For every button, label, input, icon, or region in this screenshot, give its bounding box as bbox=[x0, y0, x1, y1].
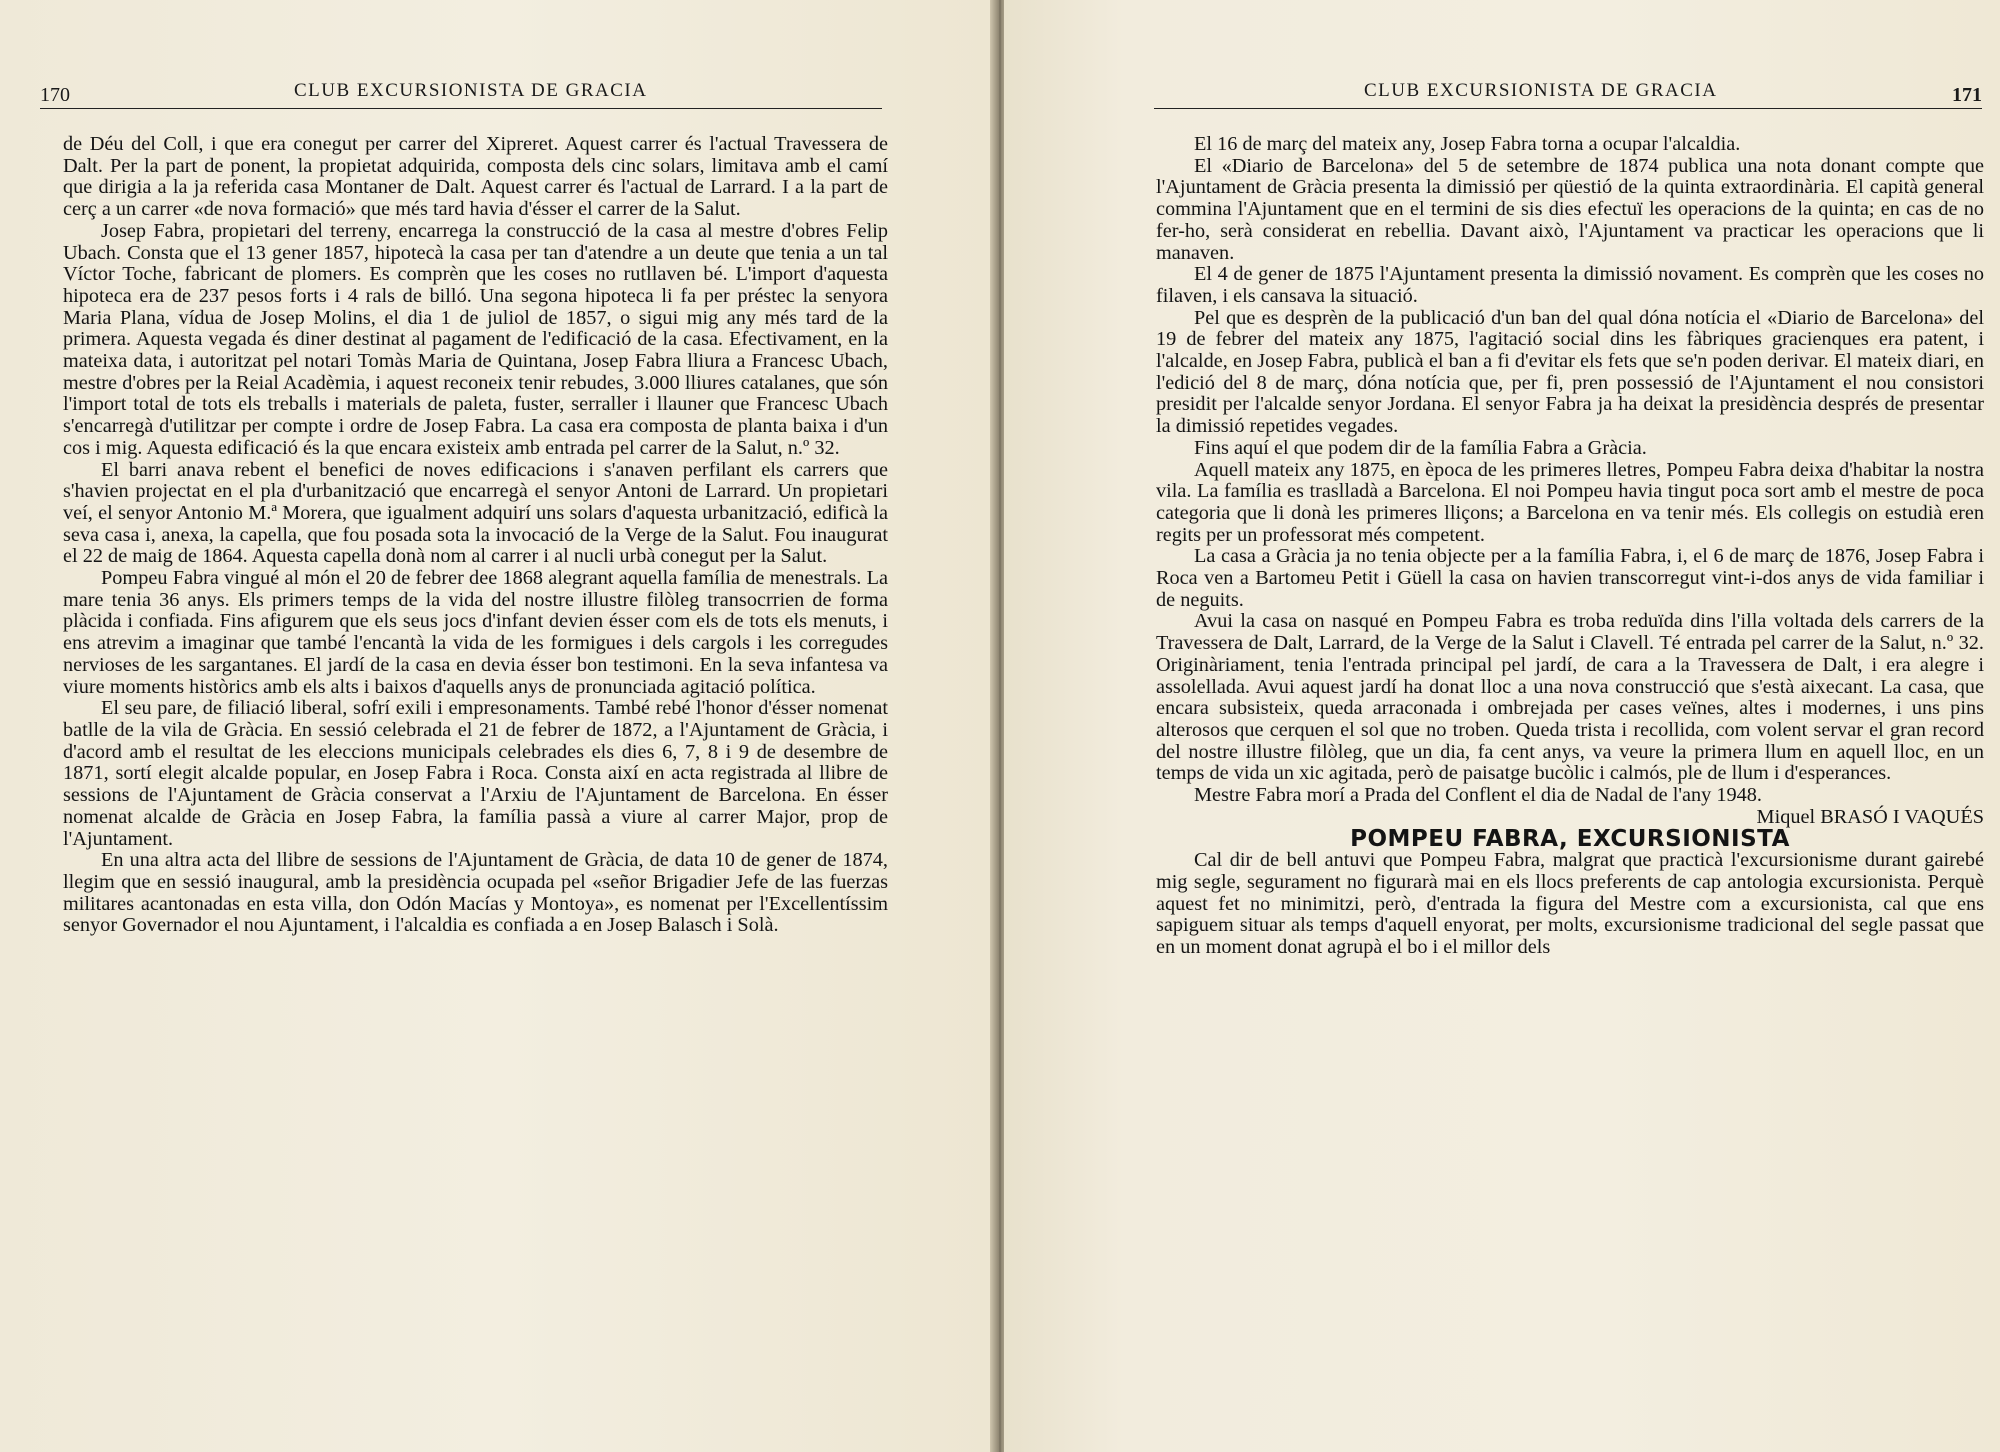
paragraph: La casa a Gràcia ja no tenia objecte per a la família Fabra, i, el 6 de març de 1876, Josep Fabra i Roca ven a Bartomeu Petit i Güell la casa on havien transcorregut vint-i-dos anys de vida familiar i de neguits. bbox=[1156, 545, 1984, 611]
paragraph: El «Diario de Barcelona» del 5 de setembre de 1874 publica una nota donant compte que l'Ajuntament de Gràcia presenta la dimissió per qüestió de la quinta extraordinària. El capità general commina l'Ajuntament que en el termini de sis dies efectuï les operacions de la quinta; en cas de no fer-ho, serà considerat en rebellia. Davant això, l'Ajuntament va practicar les operacions que li manaven. bbox=[1156, 154, 1984, 264]
right-page-number: 171 bbox=[1952, 84, 1982, 106]
section-title: POMPEU FABRA, EXCURSIONISTA bbox=[1350, 825, 1790, 852]
paragraph: Pel que es desprèn de la publicació d'un ban del qual dóna notícia el «Diario de Barcelona» del 19 de febrer del mateix any 1875, l'agitació social dins les fàbriques gracienques era patent, i l'alcalde, en Josep Fabra, publicà el ban a fi d'evitar els fets que se'n poden derivar. El mateix diari, en l'edició del 8 de març, dóna notícia que, per fi, pren possessió de l'Ajuntament el nou consistori presidit per l'alcalde senyor Jordana. El senyor Fabra ja ha deixat la presidència després de presentar la dimissió repetides vegades. bbox=[1156, 306, 1984, 438]
paragraph: El seu pare, de filiació liberal, sofrí exili i empresonaments. També rebé l'honor d'ésser nomenat batlle de la vila de Gràcia. En sessió celebrada el 21 de febrer de 1872, a l'Ajuntament de Gràcia, i d'acord amb el resultat de les eleccions municipals celebrades els dies 6, 7, 8 i 9 de desembre de 1871, sortí elegit alcalde popular, en Josep Fabra i Roca. Consta així en acta registrada al llibre de sessions de l'Ajuntament de Gràcia conservat a l'Arxiu de l'Ajuntament de Barcelona. En ésser nomenat alcalde de Gràcia en Josep Fabra, la família passà a viure al carrer Major, prop de l'Ajuntament. bbox=[63, 697, 888, 850]
paragraph: Josep Fabra, propietari del terreny, encarrega la construcció de la casa al mestre d'obres Felip Ubach. Consta que el 13 gener 1857, hipotecà la casa per tan d'atendre a un deute que tenia a un tal Víctor Toche, fabricant de plomers. Es comprèn que les coses no rutllaven bé. L'import d'aquesta hipoteca era de 237 pesos forts i 4 rals de billó. Una segona hipoteca li fa per préstec la senyora Maria Plana, vídua de Josep Molins, el dia 1 de juliol de 1857, o sigui mig any més tard de la primera. Aquesta vegada és diner destinat al pagament de l'edificació de la casa. Efectivament, en la mateixa data, i autoritzat pel notari Tomàs Maria de Quintana, Josep Fabra lliura a Francesc Ubach, mestre d'obres per la Reial Acadèmia, i aquest reconeix tenir rebudes, 3.000 lliures catalanes, que són l'import total de tots els treballs i materials de paleta, fuster, serraller i llauner que Francesc Ubach s'encarregà d'utilitzar per compte i ordre de Josep Fabra. La casa era composta de planta baixa i d'un cos i mig. Aquesta edificació és la que encara existeix amb entrada pel carrer de la Salut, n.º 32. bbox=[63, 219, 888, 459]
paragraph: Fins aquí el que podem dir de la família Fabra a Gràcia. bbox=[1194, 436, 1647, 459]
right-running-head: CLUB EXCURSIONISTA DE GRACIA bbox=[1364, 80, 1718, 101]
right-page bbox=[1004, 0, 2000, 1452]
paragraph: Pompeu Fabra vingué al món el 20 de febrer dee 1868 alegrant aquella família de menestrals. La mare tenia 36 anys. Els primers temps de la vida del nostre illustre filòleg transocrrien de forma plàcida i confiada. Fins afigurem que els seus jocs d'infant devien ésser com els de tots els menuts, i ens atrevim a imaginar que també l'encantà la vida de les formigues i dels cargols i les corregudes nervioses de les sargantanes. El jardí de la casa en devia ésser bon testimoni. En la seva infantesa va viure moments històrics amb els alts i baixos d'aquells anys de pronunciada agitació política. bbox=[63, 567, 888, 698]
paragraph: Mestre Fabra morí a Prada del Conflent el dia de Nadal de l'any 1948. bbox=[1194, 784, 1762, 807]
author-signature: Miquel BRASÓ I VAQUÉS bbox=[1756, 805, 1984, 828]
paragraph: Aquell mateix any 1875, en època de les primeres lletres, Pompeu Fabra deixa d'habitar la nostra vila. La família es traslladà a Barcelona. El noi Pompeu havia tingut poca sort amb el mestre de poca categoria que li donà les primeres lliçons; a Barcelona en va tenir més. Els collegis on estudià eren regits per un professorat més competent. bbox=[1156, 458, 1984, 546]
right-body-text bbox=[1156, 134, 1984, 959]
right-page-header bbox=[1154, 78, 1982, 109]
left-body-text bbox=[63, 134, 888, 937]
left-page-number: 170 bbox=[40, 84, 70, 106]
paragraph: de Déu del Coll, i que era conegut per carrer del Xipreret. Aquest carrer és l'actual Travessera de Dalt. Per la part de ponent, la propietat adquirida, composta dels cinc solars, limitava amb el camí que dirigia a la ja referida casa Montaner de Dalt. Aquest carrer és l'actual de Larrard. I a la part de cerç a un carrer «de nova formació» que més tard havia d'ésser el carrer de la Salut. bbox=[63, 133, 888, 221]
paragraph: En una altra acta del llibre de sessions de l'Ajuntament de Gràcia, de data 10 de gener de 1874, llegim que en sessió inaugural, amb la presidència ocupada pel «señor Brigadier Jefe de las fuerzas militares acantonadas en esta villa, don Odón Macías y Montoya», es nomenat per l'Excellentíssim senyor Governador el nou Ajuntament, i l'alcaldia es confiada a en Josep Balasch i Solà. bbox=[63, 849, 888, 937]
left-page bbox=[0, 0, 996, 1452]
left-page-header bbox=[40, 78, 882, 109]
paragraph: Avui la casa on nasqué en Pompeu Fabra es troba reduïda dins l'illa voltada dels carrers de la Travessera de Dalt, Larrard, de la Verge de la Salut i Clavell. Té entrada pel carrer de la Salut, n.º 32. Originàriament, tenia l'entrada principal pel jardí, de cara a la Travessera de Dalt, i era alegre i assolellada. Avui aquest jardí ha donat lloc a una nova construcció que s'està aixecant. La casa, que encara subsisteix, queda arraconada i ombrejada per cases veïnes, altes i modernes, i uns pins alterosos que cerquen el sol que no troben. Queda trista i recollida, com volent servar el gran record del nostre illustre filòleg, que un dia, fa cent anys, va veure la primera llum en aquell lloc, en un temps de vida un xic agitada, però de paisatge bucòlic i calmós, ple de llum i d'esperances. bbox=[1156, 610, 1984, 785]
paragraph: Cal dir de bell antuvi que Pompeu Fabra, malgrat que practicà l'excursionisme durant gairebé mig segle, segurament no figurarà mai en els llocs preferents de cap antologia excursionista. Perquè aquest fet no minimitzi, però, d'entrada la figura del Mestre com a excursionista, cal que ens sapiguem situar als temps d'aquell enyorat, per molts, excursionisme tradicional del segle passat que en un moment donat agrupà el bo i el millor dels bbox=[1156, 849, 1984, 959]
paragraph: El 16 de març del mateix any, Josep Fabra torna a ocupar l'alcaldia. bbox=[1194, 133, 1741, 155]
paragraph: El barri anava rebent el benefici de noves edificacions i s'anaven perfilant els carrers que s'havien projectat en el pla d'urbanització que encarregà el senyor Antoni de Larrard. Un propietari veí, el senyor Antonio M.ª Morera, que igualment adquirí uns solars d'aquesta urbanització, edificà la seva casa i, anexa, la capella, que fou posada sota la invocació de la Verge de la Salut. Fou inaugurat el 22 de maig de 1864. Aquesta capella donà nom al carrer i al nucli urbà conegut per la Salut. bbox=[63, 458, 888, 568]
paragraph: El 4 de gener de 1875 l'Ajuntament presenta la dimissió novament. Es comprèn que les coses no filaven, i els cansava la situació. bbox=[1156, 263, 1984, 307]
left-running-head: CLUB EXCURSIONISTA DE GRACIA bbox=[294, 80, 648, 101]
